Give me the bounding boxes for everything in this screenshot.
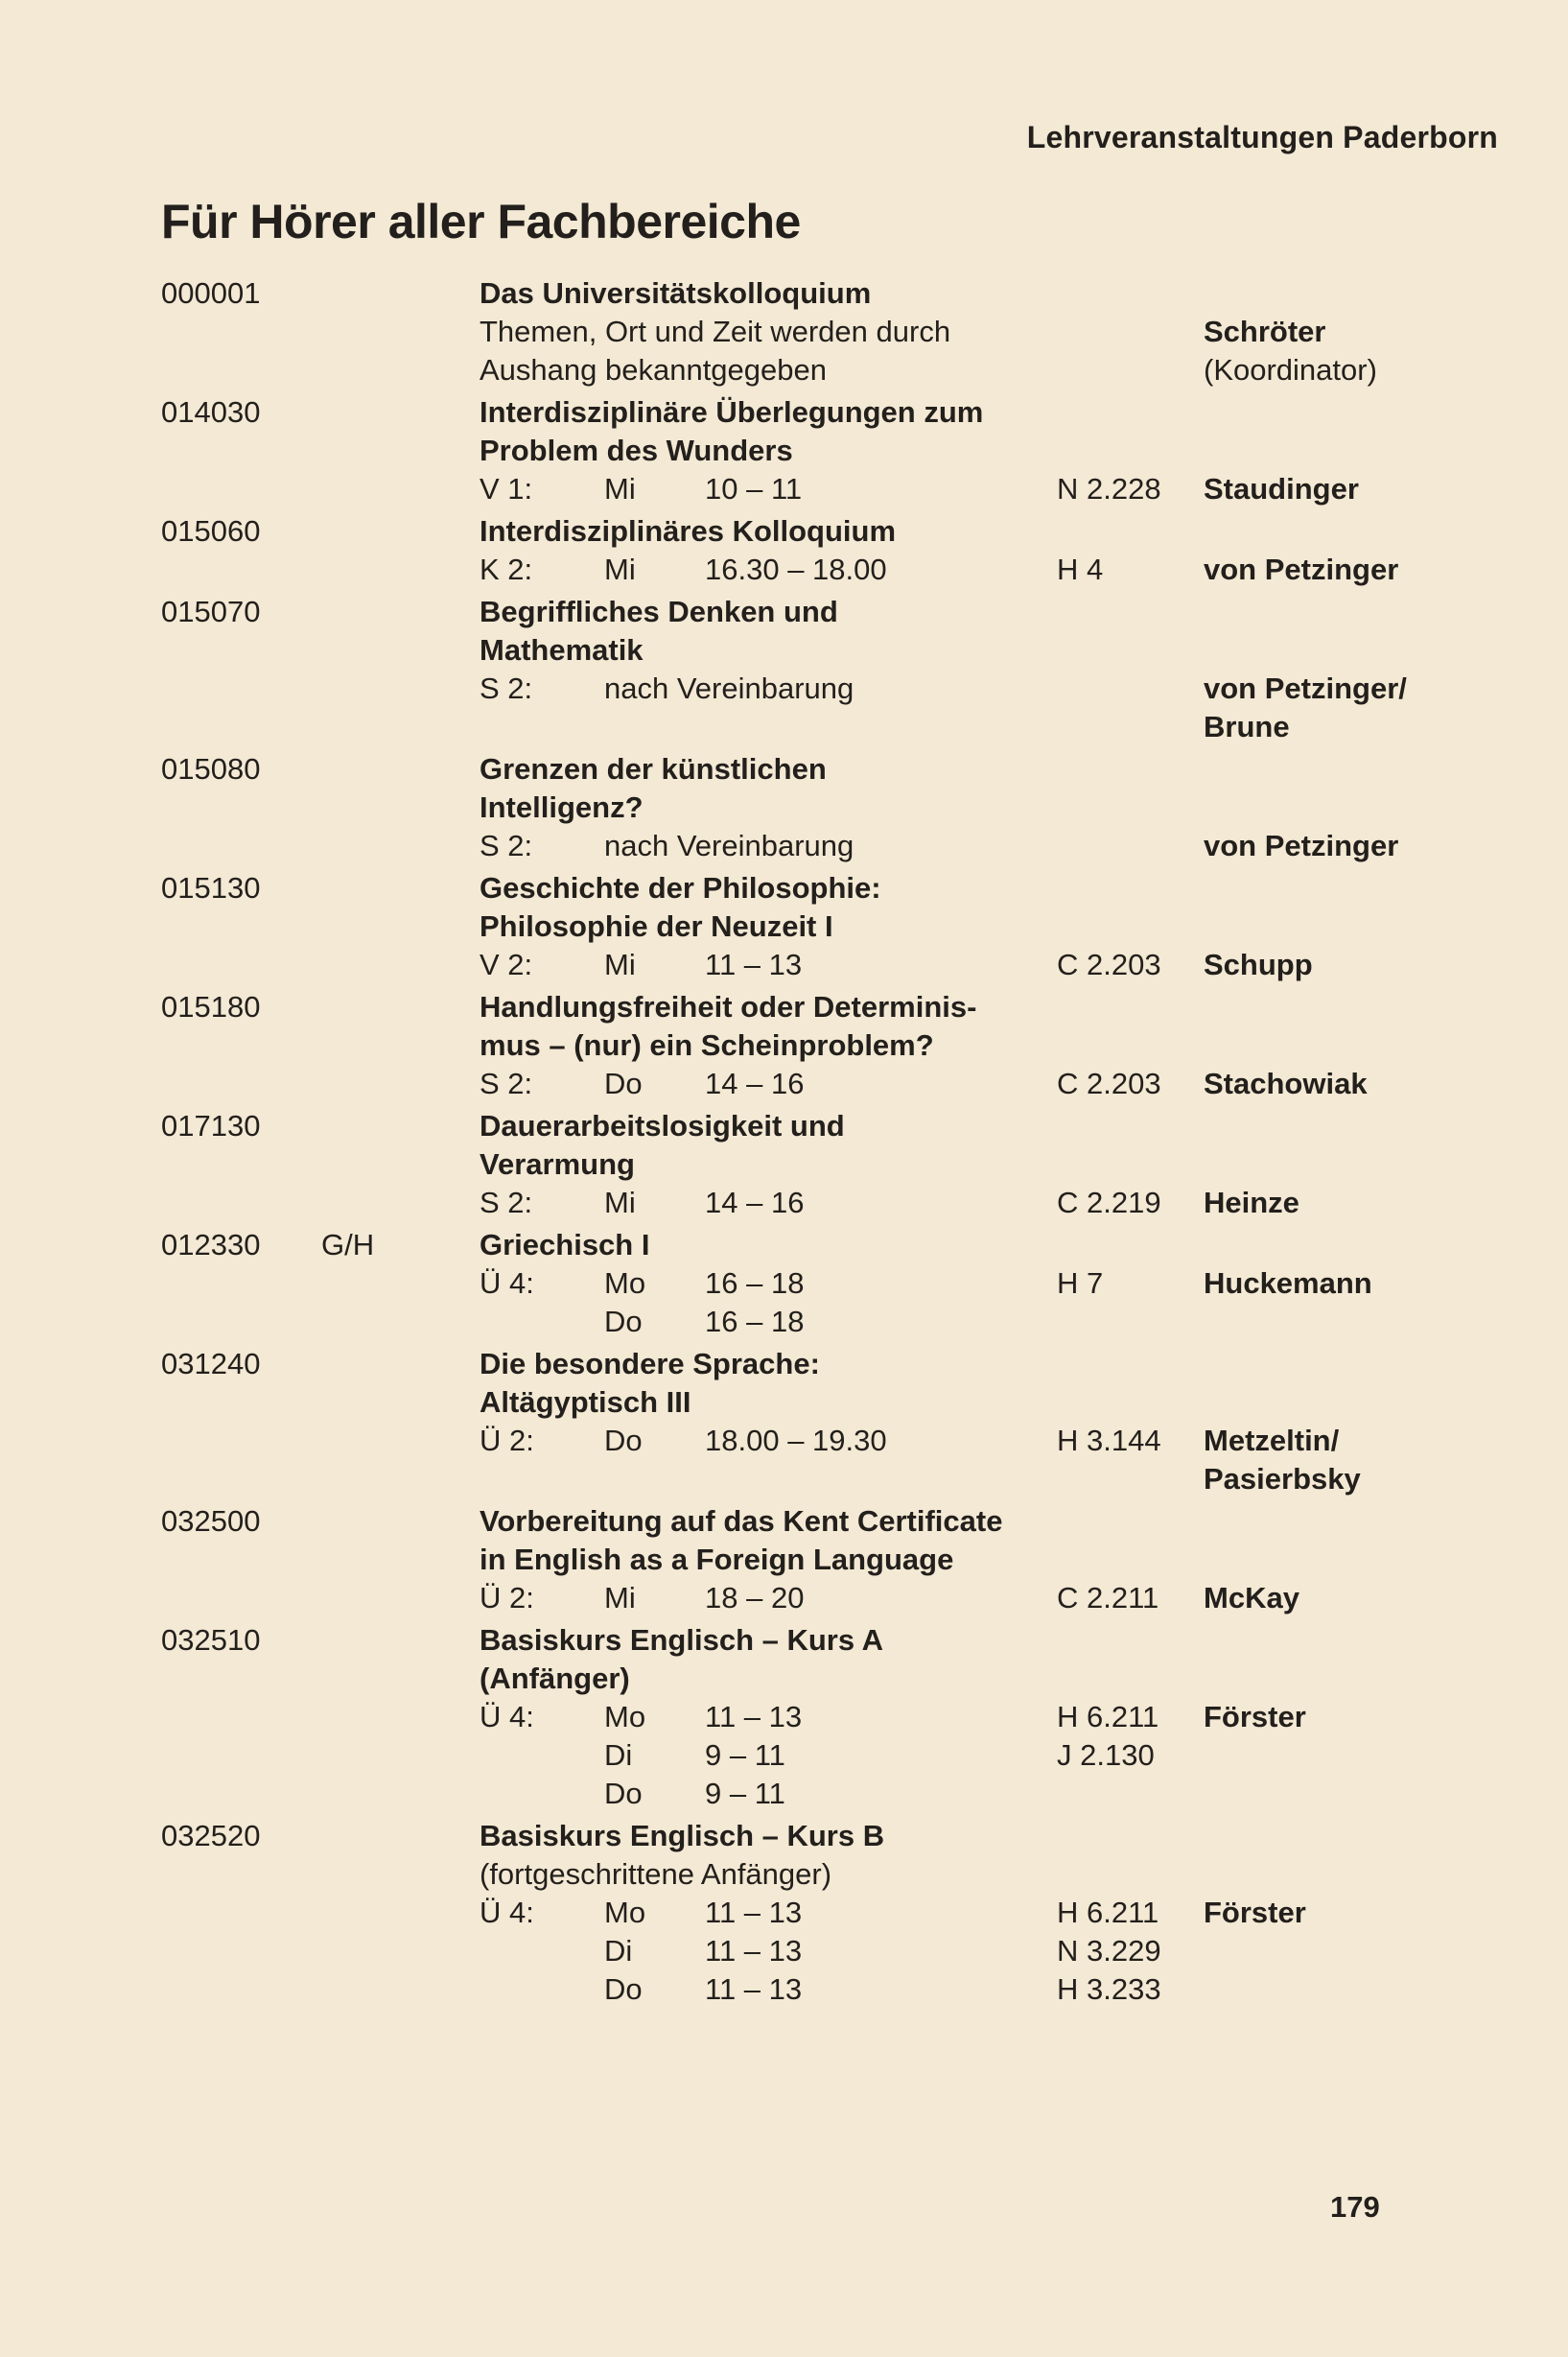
course-line bbox=[0, 1345, 1568, 1383]
course-day: Di bbox=[604, 1738, 633, 1772]
course-line bbox=[0, 432, 1568, 470]
course-entry bbox=[0, 988, 1568, 1103]
course-line bbox=[0, 1065, 1568, 1103]
course-code: 032500 bbox=[161, 1504, 261, 1538]
course-time: 10 – 11 bbox=[705, 472, 803, 506]
course-room: C 2.203 bbox=[1057, 1067, 1161, 1100]
course-description: Themen, Ort und Zeit werden durch bbox=[480, 315, 951, 348]
course-title: Interdisziplinäre Überlegungen zum bbox=[480, 395, 984, 429]
course-lecturer: Staudinger bbox=[1204, 472, 1359, 506]
course-lecturer: Schröter bbox=[1204, 315, 1326, 348]
course-time: 14 – 16 bbox=[705, 1186, 805, 1219]
course-line bbox=[0, 1184, 1568, 1222]
course-title: Die besondere Sprache: bbox=[480, 1347, 820, 1380]
course-line bbox=[0, 1502, 1568, 1541]
course-description: Aushang bekanntgegeben bbox=[480, 353, 827, 387]
course-type: Ü 2: bbox=[480, 1424, 534, 1457]
course-day: nach Vereinbarung bbox=[604, 672, 854, 705]
course-description: (fortgeschrittene Anfänger) bbox=[480, 1857, 832, 1891]
course-time: 18.00 – 19.30 bbox=[705, 1424, 887, 1457]
course-title: Intelligenz? bbox=[480, 790, 644, 824]
course-line bbox=[0, 1579, 1568, 1617]
course-type: Ü 4: bbox=[480, 1896, 534, 1929]
course-room: H 4 bbox=[1057, 553, 1104, 586]
course-time: 11 – 13 bbox=[705, 1972, 803, 2006]
course-line bbox=[0, 274, 1568, 313]
course-day: nach Vereinbarung bbox=[604, 829, 854, 862]
section-title: Für Hörer aller Fachbereiche bbox=[161, 195, 801, 248]
course-title: Interdisziplinäres Kolloquium bbox=[480, 514, 897, 548]
course-entry bbox=[0, 869, 1568, 984]
course-entry bbox=[0, 1107, 1568, 1222]
course-type: S 2: bbox=[480, 1067, 533, 1100]
course-code: 017130 bbox=[161, 1109, 261, 1143]
course-entry bbox=[0, 512, 1568, 589]
course-title: Das Universitätskolloquium bbox=[480, 276, 872, 310]
course-code: 015060 bbox=[161, 514, 261, 548]
course-line bbox=[0, 1855, 1568, 1894]
course-lecturer: Förster bbox=[1204, 1896, 1306, 1929]
course-line bbox=[0, 1621, 1568, 1660]
course-day: Di bbox=[604, 1934, 633, 1968]
course-title: Altägyptisch III bbox=[480, 1385, 691, 1419]
course-line bbox=[0, 1660, 1568, 1698]
course-lecturer: Stachowiak bbox=[1204, 1067, 1368, 1100]
course-time: 16.30 – 18.00 bbox=[705, 553, 887, 586]
course-title: Basiskurs Englisch – Kurs B bbox=[480, 1819, 885, 1852]
course-line bbox=[0, 1226, 1568, 1264]
course-entry bbox=[0, 593, 1568, 746]
course-day: Mo bbox=[604, 1700, 646, 1733]
course-line bbox=[0, 313, 1568, 351]
course-line bbox=[0, 631, 1568, 670]
course-day: Do bbox=[604, 1972, 643, 2006]
course-title: Begriffliches Denken und bbox=[480, 595, 838, 628]
course-time: 9 – 11 bbox=[705, 1777, 785, 1810]
course-title: Verarmung bbox=[480, 1147, 635, 1181]
course-title: Mathematik bbox=[480, 633, 644, 667]
course-room: H 6.211 bbox=[1057, 1896, 1159, 1929]
course-line bbox=[0, 869, 1568, 907]
course-line bbox=[0, 1422, 1568, 1460]
course-line bbox=[0, 1107, 1568, 1145]
course-entry bbox=[0, 1817, 1568, 2009]
course-time: 11 – 13 bbox=[705, 1896, 803, 1929]
course-title: Philosophie der Neuzeit I bbox=[480, 909, 833, 943]
course-line bbox=[0, 512, 1568, 551]
course-room: H 7 bbox=[1057, 1266, 1104, 1300]
course-time: 9 – 11 bbox=[705, 1738, 785, 1772]
course-time: 16 – 18 bbox=[705, 1305, 805, 1338]
course-list bbox=[0, 274, 1568, 2013]
course-type: Ü 2: bbox=[480, 1581, 534, 1615]
course-type: V 1: bbox=[480, 472, 533, 506]
course-code: 000001 bbox=[161, 276, 261, 310]
course-lecturer: Huckemann bbox=[1204, 1266, 1372, 1300]
course-lecturer: Brune bbox=[1204, 710, 1290, 743]
course-day: Mi bbox=[604, 948, 636, 981]
course-room: N 2.228 bbox=[1057, 472, 1161, 506]
course-time: 18 – 20 bbox=[705, 1581, 805, 1615]
course-code: 012330 bbox=[161, 1228, 261, 1261]
course-title: Griechisch I bbox=[480, 1228, 650, 1261]
course-lecturer: Pasierbsky bbox=[1204, 1462, 1361, 1496]
course-code: 014030 bbox=[161, 395, 261, 429]
course-title: Basiskurs Englisch – Kurs A bbox=[480, 1623, 883, 1657]
course-lecturer: McKay bbox=[1204, 1581, 1299, 1615]
course-lecturer: Metzeltin/ bbox=[1204, 1424, 1340, 1457]
course-time: 14 – 16 bbox=[705, 1067, 805, 1100]
course-line bbox=[0, 827, 1568, 865]
course-code: 015130 bbox=[161, 871, 261, 905]
course-line bbox=[0, 907, 1568, 946]
course-line bbox=[0, 750, 1568, 789]
running-header: Lehrveranstaltungen Paderborn bbox=[1026, 120, 1498, 154]
course-type: S 2: bbox=[480, 672, 533, 705]
course-line bbox=[0, 1145, 1568, 1184]
course-line bbox=[0, 1303, 1568, 1341]
course-line bbox=[0, 708, 1568, 746]
course-day: Mi bbox=[604, 472, 636, 506]
course-day: Do bbox=[604, 1777, 643, 1810]
course-line bbox=[0, 1775, 1568, 1813]
course-day: Do bbox=[604, 1067, 643, 1100]
course-mark: G/H bbox=[321, 1228, 375, 1261]
course-entry bbox=[0, 1621, 1568, 1813]
course-lecturer: von Petzinger bbox=[1204, 829, 1399, 862]
course-entry bbox=[0, 393, 1568, 508]
course-entry bbox=[0, 274, 1568, 389]
course-line bbox=[0, 1383, 1568, 1422]
course-day: Mi bbox=[604, 1581, 636, 1615]
course-entry bbox=[0, 1345, 1568, 1498]
course-title: mus – (nur) ein Scheinproblem? bbox=[480, 1028, 934, 1062]
course-title: Problem des Wunders bbox=[480, 434, 793, 467]
course-day: Mo bbox=[604, 1896, 646, 1929]
page-number: 179 bbox=[1330, 2190, 1380, 2224]
course-time: 16 – 18 bbox=[705, 1266, 805, 1300]
course-line bbox=[0, 1736, 1568, 1775]
course-lecturer: von Petzinger/ bbox=[1204, 672, 1407, 705]
course-lecturer: von Petzinger bbox=[1204, 553, 1399, 586]
course-line bbox=[0, 393, 1568, 432]
course-code: 032510 bbox=[161, 1623, 261, 1657]
course-line bbox=[0, 1541, 1568, 1579]
course-type: Ü 4: bbox=[480, 1266, 534, 1300]
course-line bbox=[0, 1970, 1568, 2009]
course-line bbox=[0, 670, 1568, 708]
course-line bbox=[0, 789, 1568, 827]
course-type: V 2: bbox=[480, 948, 533, 981]
course-room: C 2.203 bbox=[1057, 948, 1161, 981]
course-entry bbox=[0, 1502, 1568, 1617]
course-code: 031240 bbox=[161, 1347, 261, 1380]
course-day: Mo bbox=[604, 1266, 646, 1300]
course-time: 11 – 13 bbox=[705, 948, 803, 981]
course-room: C 2.211 bbox=[1057, 1581, 1159, 1615]
course-line bbox=[0, 470, 1568, 508]
course-title: in English as a Foreign Language bbox=[480, 1543, 954, 1576]
course-line bbox=[0, 1698, 1568, 1736]
course-type: Ü 4: bbox=[480, 1700, 534, 1733]
course-room: H 3.233 bbox=[1057, 1972, 1161, 2006]
course-time: 11 – 13 bbox=[705, 1934, 803, 1968]
course-line bbox=[0, 988, 1568, 1026]
course-line bbox=[0, 593, 1568, 631]
course-lecturer: Förster bbox=[1204, 1700, 1306, 1733]
course-line bbox=[0, 351, 1568, 389]
course-time: 11 – 13 bbox=[705, 1700, 803, 1733]
course-line bbox=[0, 946, 1568, 984]
course-title: Dauerarbeitslosigkeit und bbox=[480, 1109, 845, 1143]
course-title: Vorbereitung auf das Kent Certificate bbox=[480, 1504, 1003, 1538]
course-line bbox=[0, 1026, 1568, 1065]
course-code: 015080 bbox=[161, 752, 261, 786]
course-room: H 6.211 bbox=[1057, 1700, 1159, 1733]
course-type: K 2: bbox=[480, 553, 533, 586]
course-title: Handlungsfreiheit oder Determinis- bbox=[480, 990, 977, 1024]
course-room: J 2.130 bbox=[1057, 1738, 1155, 1772]
course-lecturer: Schupp bbox=[1204, 948, 1313, 981]
course-day: Do bbox=[604, 1305, 643, 1338]
course-title: Grenzen der künstlichen bbox=[480, 752, 827, 786]
course-room: C 2.219 bbox=[1057, 1186, 1161, 1219]
course-day: Mi bbox=[604, 553, 636, 586]
course-code: 015180 bbox=[161, 990, 261, 1024]
course-type: S 2: bbox=[480, 829, 533, 862]
course-title: Geschichte der Philosophie: bbox=[480, 871, 881, 905]
course-room: N 3.229 bbox=[1057, 1934, 1161, 1968]
course-line bbox=[0, 1817, 1568, 1855]
course-code: 015070 bbox=[161, 595, 261, 628]
course-day: Do bbox=[604, 1424, 643, 1457]
course-lecturer-note: (Koordinator) bbox=[1204, 353, 1377, 387]
course-entry bbox=[0, 1226, 1568, 1341]
course-code: 032520 bbox=[161, 1819, 261, 1852]
course-line bbox=[0, 551, 1568, 589]
course-entry bbox=[0, 750, 1568, 865]
course-day: Mi bbox=[604, 1186, 636, 1219]
course-title: (Anfänger) bbox=[480, 1662, 630, 1695]
course-line bbox=[0, 1460, 1568, 1498]
course-line bbox=[0, 1264, 1568, 1303]
course-line bbox=[0, 1932, 1568, 1970]
course-line bbox=[0, 1894, 1568, 1932]
course-lecturer: Heinze bbox=[1204, 1186, 1299, 1219]
course-type: S 2: bbox=[480, 1186, 533, 1219]
course-room: H 3.144 bbox=[1057, 1424, 1161, 1457]
